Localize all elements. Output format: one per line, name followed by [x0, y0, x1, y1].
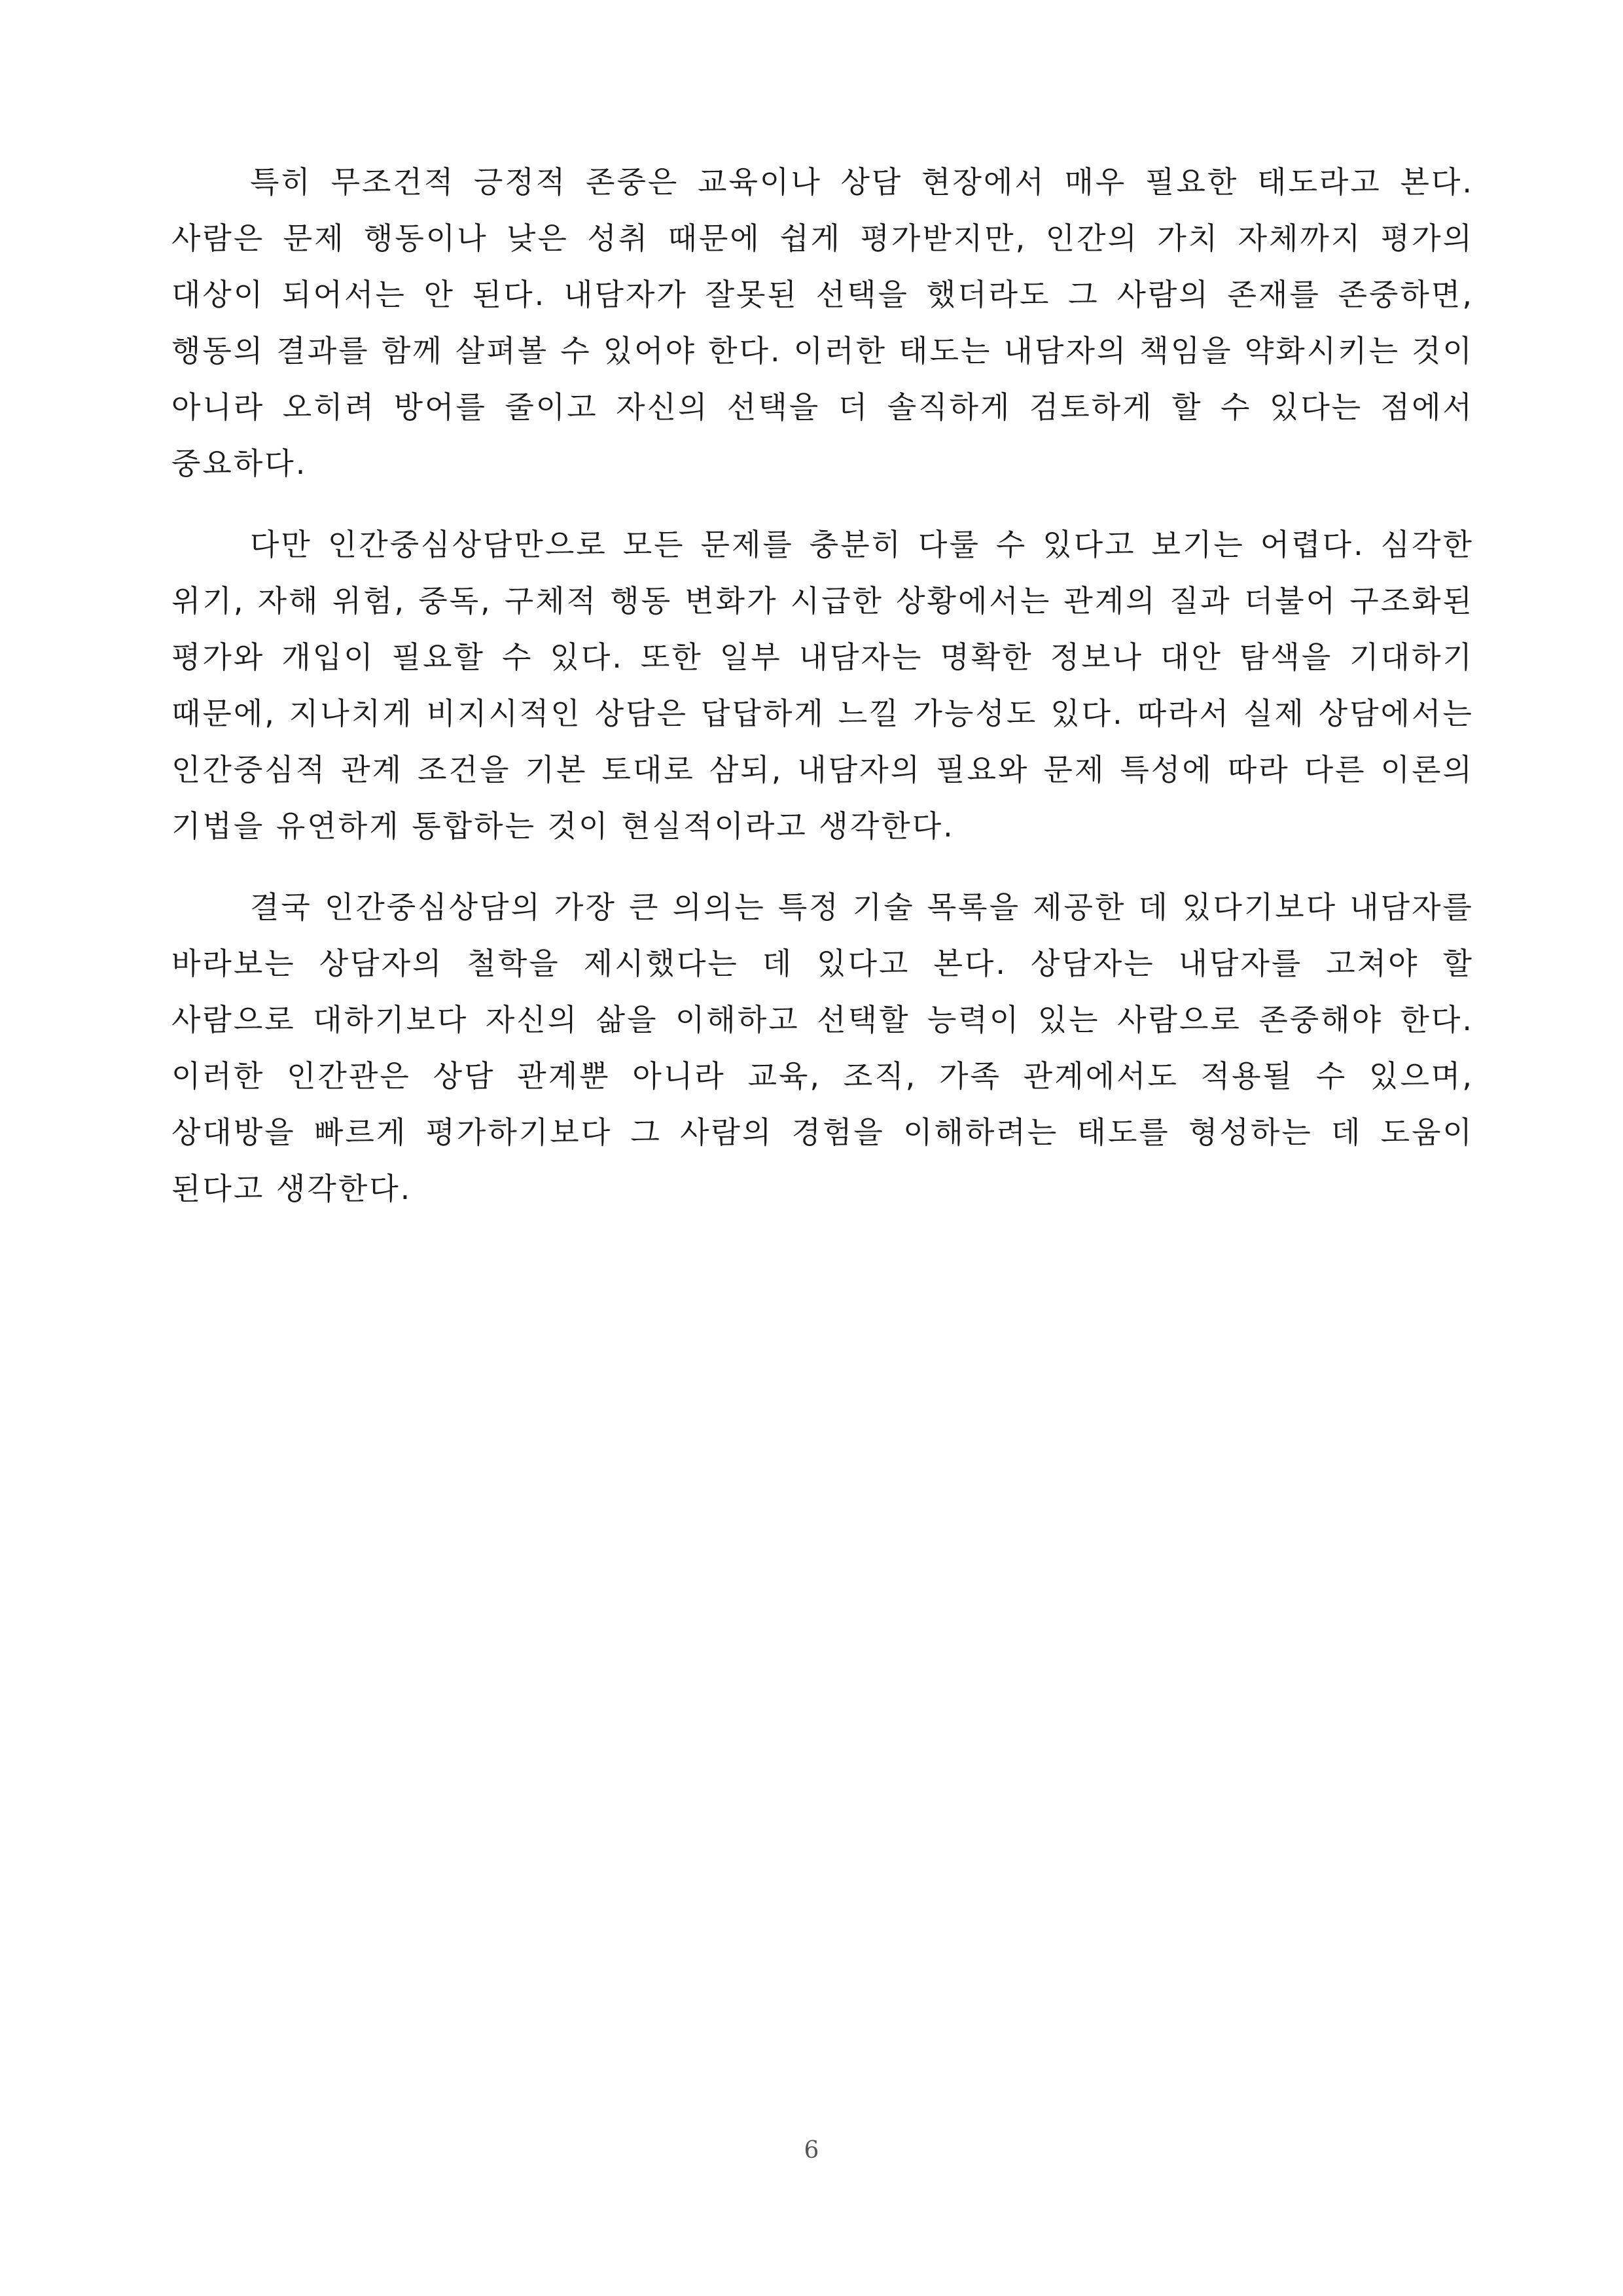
paragraph-2: 다만 인간중심상담만으로 모든 문제를 충분히 다룰 수 있다고 보기는 어렵다. 심각한 위기, 자해 위험, 중독, 구체적 행동 변화가 시급한 상황에서는 관계의 질과 더불어 구조화된 평가와 개입이 필요할 수 있다. 또한 일부 내담자는 명확한 정보나 대안 탐색을 기대하기 때문에, 지나치게 비지시적인 상담은 답답하게 느낄 가능성도 있다. 따라서 실제 상담에서는 인간중심적 관계 조건을 기본 토대로 삼되, 내담자의 필요와 문제 특성에 따라 다른 이론의 기법을 유연하게 통합하는 것이 현실적이라고 생각한다.: [171, 527, 1474, 844]
page-number: 6: [804, 2137, 819, 2164]
paragraph-3: 결국 인간중심상담의 가장 큰 의의는 특정 기술 목록을 제공한 데 있다기보다 내담자를 바라보는 상담자의 철학을 제시했다는 데 있다고 본다. 상담자는 내담자를 고쳐야 할 사람으로 대하기보다 자신의 삶을 이해하고 선택할 능력이 있는 사람으로 존중해야 한다. 이러한 인간관은 상담 관계뿐 아니라 교육, 조직, 가족 관계에서도 적용될 수 있으며, 상대방을 빠르게 평가하기보다 그 사람의 경험을 이해하려는 태도를 형성하는 데 도움이 된다고 생각한다.: [171, 889, 1474, 1206]
body-text: [171, 154, 1474, 1242]
paragraph-1: 특히 무조건적 긍정적 존중은 교육이나 상담 현장에서 매우 필요한 태도라고 본다. 사람은 문제 행동이나 낮은 성취 때문에 쉽게 평가받지만, 인간의 가치 자체까지 평가의 대상이 되어서는 안 된다. 내담자가 잘못된 선택을 했더라도 그 사람의 존재를 존중하면, 행동의 결과를 함께 살펴볼 수 있어야 한다. 이러한 태도는 내담자의 책임을 약화시키는 것이 아니라 오히려 방어를 줄이고 자신의 선택을 더 솔직하게 검토하게 할 수 있다는 점에서 중요하다.: [171, 164, 1474, 481]
